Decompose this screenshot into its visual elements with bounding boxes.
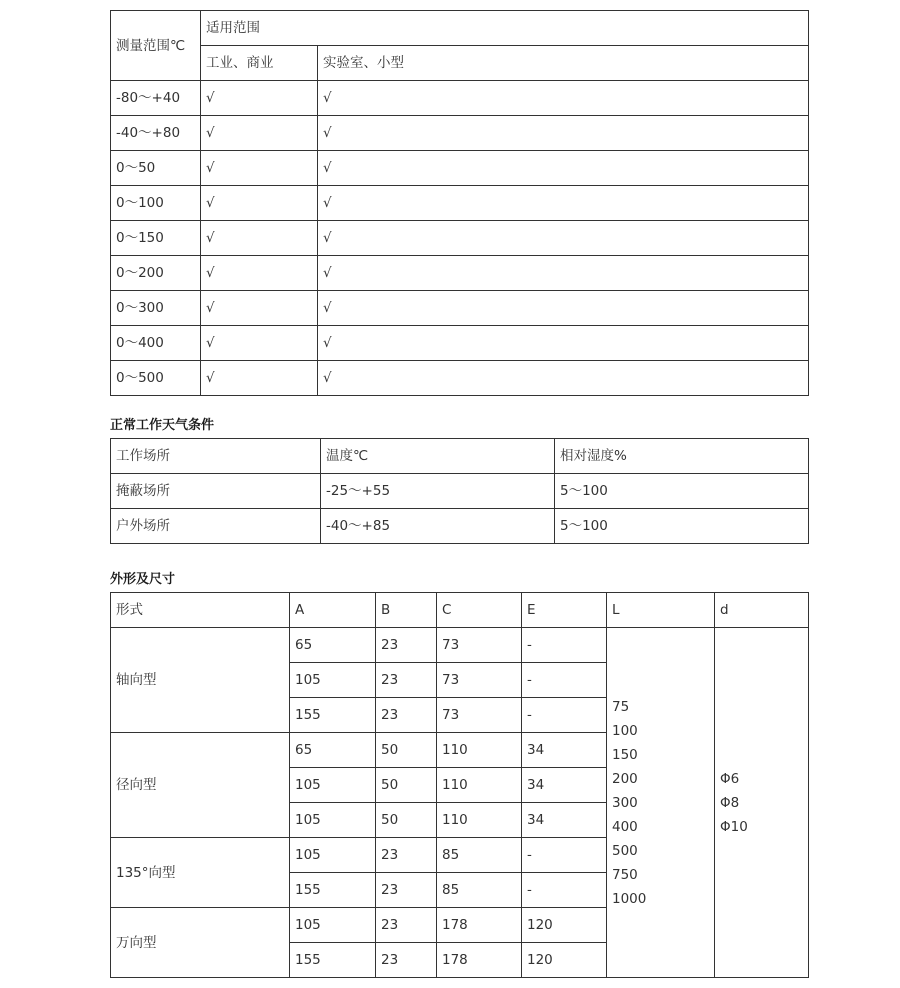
column-header: d [715, 593, 809, 628]
lab-check: √ [318, 326, 809, 361]
diameter-values [715, 628, 809, 978]
table-row [111, 628, 809, 663]
table-row [111, 256, 809, 291]
length-value: 400 [612, 818, 638, 835]
column-header: 温度℃ [321, 439, 555, 474]
header-row [111, 439, 809, 474]
column-header: A [290, 593, 376, 628]
dimension-cell: 105 [290, 768, 376, 803]
column-header: C [437, 593, 522, 628]
column-header: L [607, 593, 715, 628]
diameter-value: Φ8 [720, 794, 740, 811]
scope-header: 适用范围 [201, 11, 809, 46]
diameter-value: Φ10 [720, 818, 748, 835]
dimension-cell: 105 [290, 663, 376, 698]
dimension-cell: 120 [522, 943, 607, 978]
table-cell: 户外场所 [111, 509, 321, 544]
dimension-cell: 23 [376, 908, 437, 943]
range-cell: -40～+80 [111, 116, 201, 151]
dimension-cell: 105 [290, 908, 376, 943]
lab-check: √ [318, 116, 809, 151]
column-header: 相对湿度% [555, 439, 809, 474]
dimension-cell: 23 [376, 873, 437, 908]
dimensions-title: 外形及尺寸 [110, 572, 176, 587]
dimension-cell: 50 [376, 768, 437, 803]
length-value: 75 [612, 698, 630, 715]
range-cell: 0～150 [111, 221, 201, 256]
type-cell: 135°向型 [111, 838, 290, 908]
length-value: 750 [612, 866, 638, 883]
dimension-cell: 85 [437, 873, 522, 908]
table-cell: 5～100 [555, 509, 809, 544]
industrial-check: √ [201, 81, 318, 116]
dimension-cell: 50 [376, 733, 437, 768]
lab-header: 实验室、小型 [318, 46, 809, 81]
table-row [111, 186, 809, 221]
column-header: B [376, 593, 437, 628]
table-row [111, 326, 809, 361]
dimension-cell: 105 [290, 803, 376, 838]
length-value: 100 [612, 722, 638, 739]
column-header: 形式 [111, 593, 290, 628]
header-row [111, 593, 809, 628]
dimension-cell: 23 [376, 628, 437, 663]
length-value: 300 [612, 794, 638, 811]
table-row [111, 221, 809, 256]
dimension-cell: 73 [437, 628, 522, 663]
dimension-cell: 105 [290, 838, 376, 873]
dimension-cell: 34 [522, 803, 607, 838]
type-cell: 轴向型 [111, 628, 290, 733]
dimension-cell: - [522, 838, 607, 873]
dimension-cell: 85 [437, 838, 522, 873]
dimension-cell: 23 [376, 838, 437, 873]
table-row [111, 81, 809, 116]
table-row [111, 474, 809, 509]
table-row [111, 151, 809, 186]
dimension-cell: 65 [290, 733, 376, 768]
dimensions-table [110, 592, 809, 978]
lab-check: √ [318, 291, 809, 326]
dimension-cell: 155 [290, 698, 376, 733]
industrial-check: √ [201, 291, 318, 326]
dimension-cell: - [522, 698, 607, 733]
industrial-check: √ [201, 361, 318, 396]
range-cell: 0～500 [111, 361, 201, 396]
type-cell: 径向型 [111, 733, 290, 838]
dimension-cell: 178 [437, 943, 522, 978]
dimension-cell: 178 [437, 908, 522, 943]
weather-table [110, 438, 809, 544]
table-row [111, 116, 809, 151]
diameter-value: Φ6 [720, 770, 740, 787]
dimension-cell: 34 [522, 768, 607, 803]
weather-title: 正常工作天气条件 [110, 418, 215, 433]
table-cell: -25～+55 [321, 474, 555, 509]
dimension-cell: 110 [437, 803, 522, 838]
dimension-cell: - [522, 663, 607, 698]
industrial-check: √ [201, 326, 318, 361]
dimension-cell: 34 [522, 733, 607, 768]
dimension-cell: 50 [376, 803, 437, 838]
type-cell: 万向型 [111, 908, 290, 978]
length-value: 500 [612, 842, 638, 859]
range-table [110, 10, 809, 396]
dimension-cell: - [522, 873, 607, 908]
industrial-check: √ [201, 221, 318, 256]
dimension-cell: 23 [376, 943, 437, 978]
column-header: 工作场所 [111, 439, 321, 474]
length-value: 1000 [612, 890, 647, 907]
dimension-cell: 73 [437, 663, 522, 698]
dimension-cell: 155 [290, 943, 376, 978]
table-row [111, 361, 809, 396]
range-cell: 0～100 [111, 186, 201, 221]
range-cell: 0～200 [111, 256, 201, 291]
length-values [607, 628, 715, 978]
lab-check: √ [318, 81, 809, 116]
length-value: 150 [612, 746, 638, 763]
lab-check: √ [318, 186, 809, 221]
industrial-check: √ [201, 151, 318, 186]
lab-check: √ [318, 256, 809, 291]
dimension-cell: 23 [376, 663, 437, 698]
table-cell: 5～100 [555, 474, 809, 509]
lab-check: √ [318, 361, 809, 396]
industrial-check: √ [201, 116, 318, 151]
range-header: 测量范围℃ [111, 11, 201, 81]
dimension-cell: 73 [437, 698, 522, 733]
range-cell: 0～300 [111, 291, 201, 326]
table-cell: -40～+85 [321, 509, 555, 544]
table-row [111, 509, 809, 544]
table-cell: 掩蔽场所 [111, 474, 321, 509]
dimension-cell: - [522, 628, 607, 663]
range-cell: 0～400 [111, 326, 201, 361]
industrial-header: 工业、商业 [201, 46, 318, 81]
dimension-cell: 23 [376, 698, 437, 733]
industrial-check: √ [201, 256, 318, 291]
dimension-cell: 110 [437, 768, 522, 803]
lab-check: √ [318, 221, 809, 256]
dimension-cell: 110 [437, 733, 522, 768]
length-value: 200 [612, 770, 638, 787]
dimension-cell: 120 [522, 908, 607, 943]
dimension-cell: 65 [290, 628, 376, 663]
table-row [111, 291, 809, 326]
column-header: E [522, 593, 607, 628]
industrial-check: √ [201, 186, 318, 221]
lab-check: √ [318, 151, 809, 186]
range-cell: 0～50 [111, 151, 201, 186]
dimension-cell: 155 [290, 873, 376, 908]
range-cell: -80～+40 [111, 81, 201, 116]
